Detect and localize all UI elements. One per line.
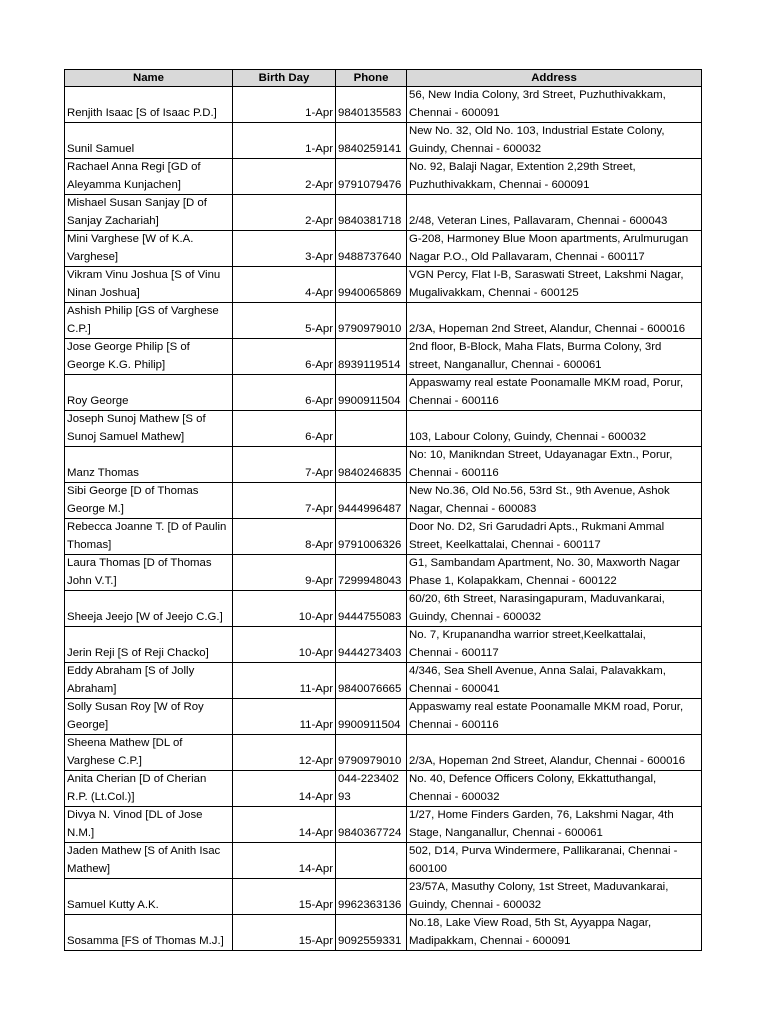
address-line: Guindy, Chennai - 600032 xyxy=(409,898,542,911)
address-cell xyxy=(407,123,702,159)
table-row xyxy=(65,267,702,303)
table-row xyxy=(65,663,702,699)
address-cell xyxy=(407,195,702,231)
name-cell xyxy=(65,591,233,627)
name-cell xyxy=(65,915,233,951)
address-cell xyxy=(407,555,702,591)
phone-cell: 9900911504 xyxy=(336,699,407,735)
table-row xyxy=(65,231,702,267)
birthday-cell: 1-Apr xyxy=(233,123,336,159)
birthday-cell: 1-Apr xyxy=(233,87,336,123)
person-name: Rebecca Joanne T. [D of Paulin Thomas] xyxy=(67,521,227,551)
name-cell xyxy=(65,699,233,735)
name-cell xyxy=(65,555,233,591)
address-line: Chennai - 600091 xyxy=(409,106,500,119)
address-cell xyxy=(407,375,702,411)
birthday-cell: 6-Apr xyxy=(233,411,336,447)
table-row xyxy=(65,771,702,807)
address-line: New No. 32, Old No. 103, Industrial Estate Colony, xyxy=(409,125,665,137)
address-line: 4/346, Sea Shell Avenue, Anna Salai, Palavakkam, xyxy=(409,665,666,677)
table-row xyxy=(65,915,702,951)
phone-cell: 9840135583 xyxy=(336,87,407,123)
birthday-cell: 14-Apr xyxy=(233,771,336,807)
phone-cell: 8939119514 xyxy=(336,339,407,375)
table-row xyxy=(65,843,702,879)
address-line: Chennai - 600041 xyxy=(409,682,500,695)
table-row xyxy=(65,87,702,123)
address-line: New No.36, Old No.56, 53rd St., 9th Avenue, Ashok xyxy=(409,485,670,497)
table-row xyxy=(65,807,702,843)
name-cell xyxy=(65,771,233,807)
address-cell xyxy=(407,303,702,339)
address-cell xyxy=(407,447,702,483)
birthday-address-table xyxy=(64,69,702,951)
table-row xyxy=(65,555,702,591)
birthday-cell: 14-Apr xyxy=(233,807,336,843)
phone-cell: 9840367724 xyxy=(336,807,407,843)
table-body xyxy=(65,87,702,951)
address-line: VGN Percy, Flat I-B, Saraswati Street, Lakshmi Nagar, xyxy=(409,269,684,281)
person-name: Sheeja Jeejo [W of Jeejo C.G.] xyxy=(67,610,223,623)
person-name: Renjith Isaac [S of Isaac P.D.] xyxy=(67,106,217,119)
name-cell xyxy=(65,447,233,483)
name-cell xyxy=(65,339,233,375)
birthday-cell: 9-Apr xyxy=(233,555,336,591)
address-cell xyxy=(407,879,702,915)
phone-cell: 9444273403 xyxy=(336,627,407,663)
address-line: 2/3A, Hopeman 2nd Street, Alandur, Chennai - 600016 xyxy=(409,754,686,767)
name-cell xyxy=(65,267,233,303)
name-cell xyxy=(65,663,233,699)
table-row xyxy=(65,483,702,519)
address-line: No. 7, Krupanandha warrior street,Keelkattalai, xyxy=(409,629,646,641)
address-line: Madipakkam, Chennai - 600091 xyxy=(409,934,571,947)
address-line: Phase 1, Kolapakkam, Chennai - 600122 xyxy=(409,574,617,587)
person-name: Sosamma [FS of Thomas M.J.] xyxy=(67,934,224,947)
address-line: Chennai - 600116 xyxy=(409,718,499,731)
name-cell xyxy=(65,195,233,231)
table-row xyxy=(65,159,702,195)
phone-cell: 9092559331 xyxy=(336,915,407,951)
name-cell xyxy=(65,627,233,663)
birthday-cell: 3-Apr xyxy=(233,231,336,267)
address-cell xyxy=(407,411,702,447)
column-header-name: Name xyxy=(65,70,233,87)
birthday-cell: 14-Apr xyxy=(233,843,336,879)
address-line: 56, New India Colony, 3rd Street, Puzhuthivakkam, xyxy=(409,89,666,101)
table-row xyxy=(65,303,702,339)
column-header-address: Address xyxy=(407,70,702,87)
name-cell xyxy=(65,87,233,123)
table-row xyxy=(65,879,702,915)
name-cell xyxy=(65,375,233,411)
address-cell xyxy=(407,915,702,951)
address-line: 600100 xyxy=(409,862,448,875)
address-line: street, Nanganallur, Chennai - 600061 xyxy=(409,358,602,371)
address-line: 1/27, Home Finders Garden, 76, Lakshmi Nagar, 4th xyxy=(409,809,674,821)
table-row xyxy=(65,447,702,483)
birthday-cell: 10-Apr xyxy=(233,591,336,627)
address-line: 2/3A, Hopeman 2nd Street, Alandur, Chennai - 600016 xyxy=(409,322,686,335)
name-cell xyxy=(65,879,233,915)
phone-cell xyxy=(336,843,407,879)
address-line: No: 10, Manikndan Street, Udayanagar Extn., Porur, xyxy=(409,449,673,461)
birthday-cell: 10-Apr xyxy=(233,627,336,663)
table-row xyxy=(65,699,702,735)
address-line: No. 92, Balaji Nagar, Extention 2,29th Street, xyxy=(409,161,636,173)
address-cell xyxy=(407,843,702,879)
header-row xyxy=(65,70,702,87)
address-cell xyxy=(407,663,702,699)
name-cell xyxy=(65,843,233,879)
address-line: Guindy, Chennai - 600032 xyxy=(409,610,542,623)
address-cell xyxy=(407,591,702,627)
person-name: Mishael Susan Sanjay [D of Sanjay Zachariah] xyxy=(67,197,207,227)
person-name: Rachael Anna Regi [GD of Aleyamma Kunjachen] xyxy=(67,161,201,191)
birthday-cell: 4-Apr xyxy=(233,267,336,303)
address-cell xyxy=(407,699,702,735)
address-cell xyxy=(407,231,702,267)
table-row xyxy=(65,627,702,663)
column-header-birthday: Birth Day xyxy=(233,70,336,87)
address-line: Chennai - 600032 xyxy=(409,790,500,803)
address-line: 23/57A, Masuthy Colony, 1st Street, Maduvankarai, xyxy=(409,881,669,893)
table-row xyxy=(65,375,702,411)
person-name: Roy George xyxy=(67,394,129,407)
table-row xyxy=(65,591,702,627)
address-cell xyxy=(407,159,702,195)
address-cell xyxy=(407,627,702,663)
address-cell xyxy=(407,807,702,843)
address-line: Street, Keelkattalai, Chennai - 600117 xyxy=(409,538,601,551)
address-line: No.18, Lake View Road, 5th St, Ayyappa Nagar, xyxy=(409,917,652,929)
birthday-cell: 2-Apr xyxy=(233,159,336,195)
address-line: Door No. D2, Sri Garudadri Apts., Rukmani Ammal xyxy=(409,521,665,533)
address-line: 60/20, 6th Street, Narasingapuram, Maduvankarai, xyxy=(409,593,665,605)
person-name: Divya N. Vinod [DL of Jose N.M.] xyxy=(67,809,203,839)
birthday-cell: 15-Apr xyxy=(233,879,336,915)
table-row xyxy=(65,519,702,555)
birthday-cell: 11-Apr xyxy=(233,699,336,735)
phone-cell: 9444755083 xyxy=(336,591,407,627)
birthday-cell: 6-Apr xyxy=(233,375,336,411)
phone-cell: 9790979010 xyxy=(336,735,407,771)
phone-cell: 9840076665 xyxy=(336,663,407,699)
name-cell xyxy=(65,483,233,519)
address-line: Nagar P.O., Old Pallavaram, Chennai - 600117 xyxy=(409,250,645,263)
table-row xyxy=(65,339,702,375)
address-line: Chennai - 600116 xyxy=(409,466,499,479)
birthday-cell: 2-Apr xyxy=(233,195,336,231)
address-line: 502, D14, Purva Windermere, Pallikaranai, Chennai - xyxy=(409,845,678,857)
person-name: Sibi George [D of Thomas George M.] xyxy=(67,485,199,515)
name-cell xyxy=(65,807,233,843)
person-name: Joseph Sunoj Mathew [S of Sunoj Samuel Mathew] xyxy=(67,413,206,443)
address-line: Chennai - 600116 xyxy=(409,394,499,407)
address-line: 2nd floor, B-Block, Maha Flats, Burma Colony, 3rd xyxy=(409,341,662,353)
name-cell xyxy=(65,303,233,339)
person-name: Vikram Vinu Joshua [S of Vinu Ninan Joshua] xyxy=(67,269,221,299)
phone-cell xyxy=(336,411,407,447)
phone-cell: 9840381718 xyxy=(336,195,407,231)
name-cell xyxy=(65,123,233,159)
person-name: Laura Thomas [D of Thomas John V.T.] xyxy=(67,557,212,587)
birthday-cell: 11-Apr xyxy=(233,663,336,699)
name-cell xyxy=(65,519,233,555)
address-line: G-208, Harmoney Blue Moon apartments, Arulmurugan xyxy=(409,233,689,245)
birthday-cell: 6-Apr xyxy=(233,339,336,375)
person-name: Samuel Kutty A.K. xyxy=(67,898,159,911)
phone-cell: 9962363136 xyxy=(336,879,407,915)
phone-cell: 9791079476 xyxy=(336,159,407,195)
address-line: G1, Sambandam Apartment, No. 30, Maxworth Nagar xyxy=(409,557,680,569)
person-name: Manz Thomas xyxy=(67,466,139,479)
birthday-cell: 7-Apr xyxy=(233,447,336,483)
phone-cell: 9488737640 xyxy=(336,231,407,267)
column-header-phone: Phone xyxy=(336,70,407,87)
phone-cell: 9791006326 xyxy=(336,519,407,555)
address-line: Mugalivakkam, Chennai - 600125 xyxy=(409,286,579,299)
phone-cell: 9444996487 xyxy=(336,483,407,519)
address-line: Stage, Nanganallur, Chennai - 600061 xyxy=(409,826,603,839)
phone-cell: 9840259141 xyxy=(336,123,407,159)
address-cell xyxy=(407,519,702,555)
address-cell xyxy=(407,735,702,771)
address-cell xyxy=(407,267,702,303)
phone-cell: 9790979010 xyxy=(336,303,407,339)
person-name: Solly Susan Roy [W of Roy George] xyxy=(67,701,204,731)
phone-cell: 9900911504 xyxy=(336,375,407,411)
address-cell xyxy=(407,483,702,519)
address-line: 103, Labour Colony, Guindy, Chennai - 600032 xyxy=(409,430,647,443)
address-line: No. 40, Defence Officers Colony, Ekkattuthangal, xyxy=(409,773,657,785)
table-row xyxy=(65,735,702,771)
birthday-cell: 7-Apr xyxy=(233,483,336,519)
person-name: Jose George Philip [S of George K.G. Philip] xyxy=(67,341,190,371)
birthday-cell: 15-Apr xyxy=(233,915,336,951)
birthday-cell: 12-Apr xyxy=(233,735,336,771)
name-cell xyxy=(65,231,233,267)
table-row xyxy=(65,123,702,159)
address-line: Puzhuthivakkam, Chennai - 600091 xyxy=(409,178,590,191)
phone-cell: 044-22340293 xyxy=(336,771,407,807)
person-name: Jaden Mathew [S of Anith Isac Mathew] xyxy=(67,845,221,875)
name-cell xyxy=(65,735,233,771)
birthday-cell: 8-Apr xyxy=(233,519,336,555)
table-row xyxy=(65,195,702,231)
address-line: 2/48, Veteran Lines, Pallavaram, Chennai - 600043 xyxy=(409,214,668,227)
person-name: Sunil Samuel xyxy=(67,142,135,155)
address-line: Appaswamy real estate Poonamalle MKM road, Porur, xyxy=(409,377,684,389)
address-line: Appaswamy real estate Poonamalle MKM road, Porur, xyxy=(409,701,684,713)
address-line: Nagar, Chennai - 600083 xyxy=(409,502,537,515)
phone-cell: 9940065869 xyxy=(336,267,407,303)
person-name: Jerin Reji [S of Reji Chacko] xyxy=(67,646,209,659)
person-name: Eddy Abraham [S of Jolly Abraham] xyxy=(67,665,195,695)
name-cell xyxy=(65,159,233,195)
address-cell xyxy=(407,771,702,807)
birthday-cell: 5-Apr xyxy=(233,303,336,339)
person-name: Sheena Mathew [DL of Varghese C.P.] xyxy=(67,737,183,767)
address-cell xyxy=(407,87,702,123)
table-row xyxy=(65,411,702,447)
address-line: Guindy, Chennai - 600032 xyxy=(409,142,542,155)
address-cell xyxy=(407,339,702,375)
phone-cell: 7299948043 xyxy=(336,555,407,591)
person-name: Mini Varghese [W of K.A. Varghese] xyxy=(67,233,194,263)
person-name: Ashish Philip [GS of Varghese C.P.] xyxy=(67,305,219,335)
name-cell xyxy=(65,411,233,447)
address-line: Chennai - 600117 xyxy=(409,646,499,659)
person-name: Anita Cherian [D of Cherian R.P. (Lt.Col.)] xyxy=(67,773,207,803)
phone-cell: 9840246835 xyxy=(336,447,407,483)
